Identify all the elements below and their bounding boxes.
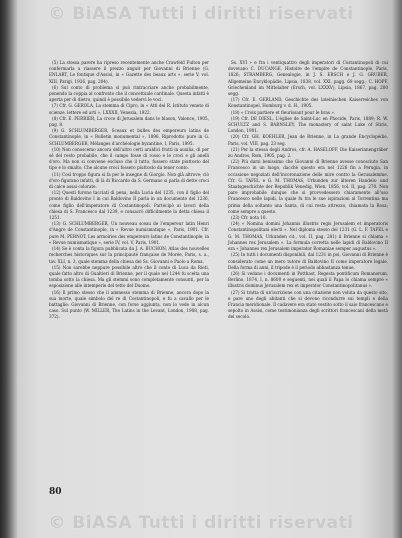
footnote-paragraph: (7) Cfr. G. GEROLA, La stemma di Cipro, in « Atti del R. Istituto veneto di scienze, lettere ed arti », LXXXII, Venezia, 1922. xyxy=(49,103,209,115)
page-number: 80 xyxy=(49,487,62,497)
footnote-paragraph: (12) Questi furono tacciati di pena, nella Lucia del 1235, con il figlio del pronto di Baldovino I in cui Baldovino II parla in un documento del 1236, come figlio dell'imperatore di Costantinopoli. Partecipò ai lavori della chiesa di S. Francesco dal 1239, e consacrò difficilmente la detta chiesa il 1251. xyxy=(49,190,209,221)
footnote-paragraph: (15) Non sarebbe neppure possibile altro che il conto di Luca da Rieti, quale fatto altro di Gualtieri di Brienne, per il quale nel 1244 fu scelta una tomba sotto la chiesa. Ma gli stemmi sono completamente consunti, per la esposizione alle intemperie del tetto del Duomo. xyxy=(49,264,209,289)
footnote-paragraph: (18) « Croix partiere et fleurissant pour le bras ». xyxy=(231,109,336,115)
footnote-paragraph: (14) Se è conta la figura pubblicata da J. A. BUCHON, Atlas des nouvelles recherches historiques sur la principauté française de Morée, Paris, s. a., tav. XLI, n. 3, quale stemma della chiesa dei Ss. Giovanni e Paolo a Roma. xyxy=(49,246,209,264)
footnote-paragraph: (20) Cfr. GH. KOEHLER, Jean de Brienne, in La grande Encyclopédie, Paris, vol. VIII, pag. 23 seg. xyxy=(228,134,388,146)
left-footnote-column xyxy=(49,60,209,321)
footnote-paragraph: (17) Cfr. E. GERLAND, Geschichte des lateinischen Kaiserreiches von Konstantinopel, Homburg v. d. H., 1905. xyxy=(228,97,388,109)
footnote-paragraph: (13) G. SCHLUMBERGER, Un nouveau sceau de l'empereur latin Henri d'Angre de Constantinople, in « Revue numismatique », Paris, 1901. Cfr. pure M. PERNOT, Les armoiries des empereurs latins de Constantinople, in « Revue numismatique », serie IV, vol. V, Paris, 1901. xyxy=(49,221,209,245)
footnote-paragraph: (10) Non conoscemo ancora dell'altro certi araldici frutti in auxilia, di per sé del resto probabile, che il campo fosse di rosso e le croci e gli anelli d'oro. Ma non si conviene escluso che il tutto, fossero state piuttosto del tipo e lo smalto. Che alcune croci fossero piuttosto da tener conto. xyxy=(49,146,209,171)
footnote-paragraph: (16) Il primo stesso che il ammesso stemma di Brienne, ancora dopo la sua morte, quale simbolo del re di Costantinopoli, e fu a cavallo per le battaglie: Giovanni di Brienne, con forse aggiunta, non lo vede in alcun caso. Sul punto (W. MILLER, The Latins in the Levant, London, 1908, pag. 372). xyxy=(49,289,209,320)
footnote-paragraph: (23) Cfr. nota 10. xyxy=(231,215,267,221)
footnote-paragraph: (8) Cfr. E. PERRIER, La croce di Jerusalem dans le blason, Valence, 1905, pag. 8. xyxy=(49,115,209,128)
footnote-paragraph: (26) Si vedano i documenti in Potthast, Regesta pontificum Romanorum, Berlino, 1874, I, n. 8600 e seguenti, nei quali il Papa lo chiama sempre « illustris dominus Jerusalem rex et imperator Constantinopolitanus ». xyxy=(228,270,388,289)
footnote-paragraph: (5) La stessa parere ha ripreso recentemente anche Crawfeld Fulton per confermarla a riassere il prezzo anguit per Giovanni di Brienne (G. ENLART, Le fontique d'Assisi, in « Gazette des beaux arts », serie V, vol. XIII, Parigi, 1926, pag. 204). xyxy=(49,60,209,84)
footnote-paragraph: (24) « Nomina domini Johannis illustris regis Jerusalem et imperatoris Constantinopolitani electi ». Nel diploma stesso del 1231 (G. L. F. TAFEL e G. M. THOMAS, Urkunden cit., vol. II, pag. 281) il Brienne si chiama « Johannes rex Jerusalem ». La formula corretta nelle lapidi di Baldovino II era « Johannes rex Jerusalem imperator Romaniae semper augustus ». xyxy=(228,221,388,252)
footnote-paragraph: (25) In tutti i documenti disponibili, dal 1231 in poi, Giovanni di Brienne è considerato come un mero tutore di Baldovino II come imperatore legale. Della forma di anni, il tripode è il periodo abbastanza tenue. xyxy=(228,252,388,270)
right-footnote-column xyxy=(228,60,388,321)
footnote-paragraph: (19) Cfr. DE DIESL, L'église de Saint-Luc en Phocide, Paris, 1889; R. W. SCHULTZ and S. BARNSLEY, The monastery of saint Luke of Stiris, London, 1901. xyxy=(228,115,388,134)
footnote-paragraph: (27) Si tratta di un'iscrizione con una citazione non voluta da questo sito, e pare uno degli abitanti che si devono ricondurre sui templi e della Francia meridionale. Il cadavere era stato vestito sotto il saio francescano e sepolto in Assisi, come testimonianza degli scrittori francescani della metà del secolo. xyxy=(228,289,388,320)
footnote-paragraph: Ss. XVI » e fra i ventiquattro degli imperatori di Costantinopoli di cui dovevano C. DUCANGE, Histoire de l'empire de Constantinople, Paris, 1826; STRAMBERG, Genealogie, in J. S. ERSCH e J. G. GRUBER, Allgemeine Encyklopädie, Lipsia, 1838, vol. XXI, pagg. 69 segg.; C. HOPF, Griechenland im Mittelalter (Ersch, vol. LXXXV), Lipsia, 1867, pag. 200 segg. xyxy=(228,60,388,97)
footnote-paragraph: (21) Per la stessa degli Andros, cfr. A. HASELOFF, Die Kaiserinnengräber zu Andros, Rom, 1905, pag. 2. xyxy=(228,146,388,159)
footnote-paragraph: (9) G. SCHLUMBERGER, Sceaux et bulles des empereurs latins de Constantinople, in « Bulletin monumental », 1896. Riprodotto pure in G. SCHLUMBERGER, Mélanges d'archéologie byzantine, I, Paris, 1895. xyxy=(49,128,209,146)
watermark-bottom: © BiASA Tutti i diritti riservati xyxy=(48,513,354,533)
footnote-paragraph: (22) Più darsi benissimo che Giovanni di Brienne avesse conosciuto San Francesco in un luogo, dacché questo era nel 1226 fin a Perugia, in occasione negoziati dell'incoronazione delle mire contro la Gerusalemme. Cfr. G. TAFEL e G. M. THOMAS, Urkunden zur älteren Handels- und Staatsgeschichte der Republik Venedig, Wien, 1856, vol. II, pag. 270. Non pare improbabile dunque che si provvedessero chiaramente all'uso Francesco nelle lapidi, la quale fu tra le sue ispirazioni al Torrentina ma prima della soltanto una Santa, di cui resta attrezzo, chiamata la Rosa; come sempre a questo. xyxy=(228,159,388,214)
footnote-paragraph: (11) Così troppo figura si fa per le insegne di Giorgio. Non già altrove; ciò d'oro figurano infatti, di là di Riccardo da S. Germano si parla di dette croci di calce assai colorate. xyxy=(49,171,209,190)
footnote-paragraph: (6) Sul conto di problema si può rintracciare anche probabilmente, ponendo la coppia al confronto che il concettuale cardinale. Questa infatti è aperta per di dietro, quindi è possibile vedervi le voci. xyxy=(49,84,209,103)
watermark-top: © BiASA Tutti i diritti riservati xyxy=(48,4,354,24)
